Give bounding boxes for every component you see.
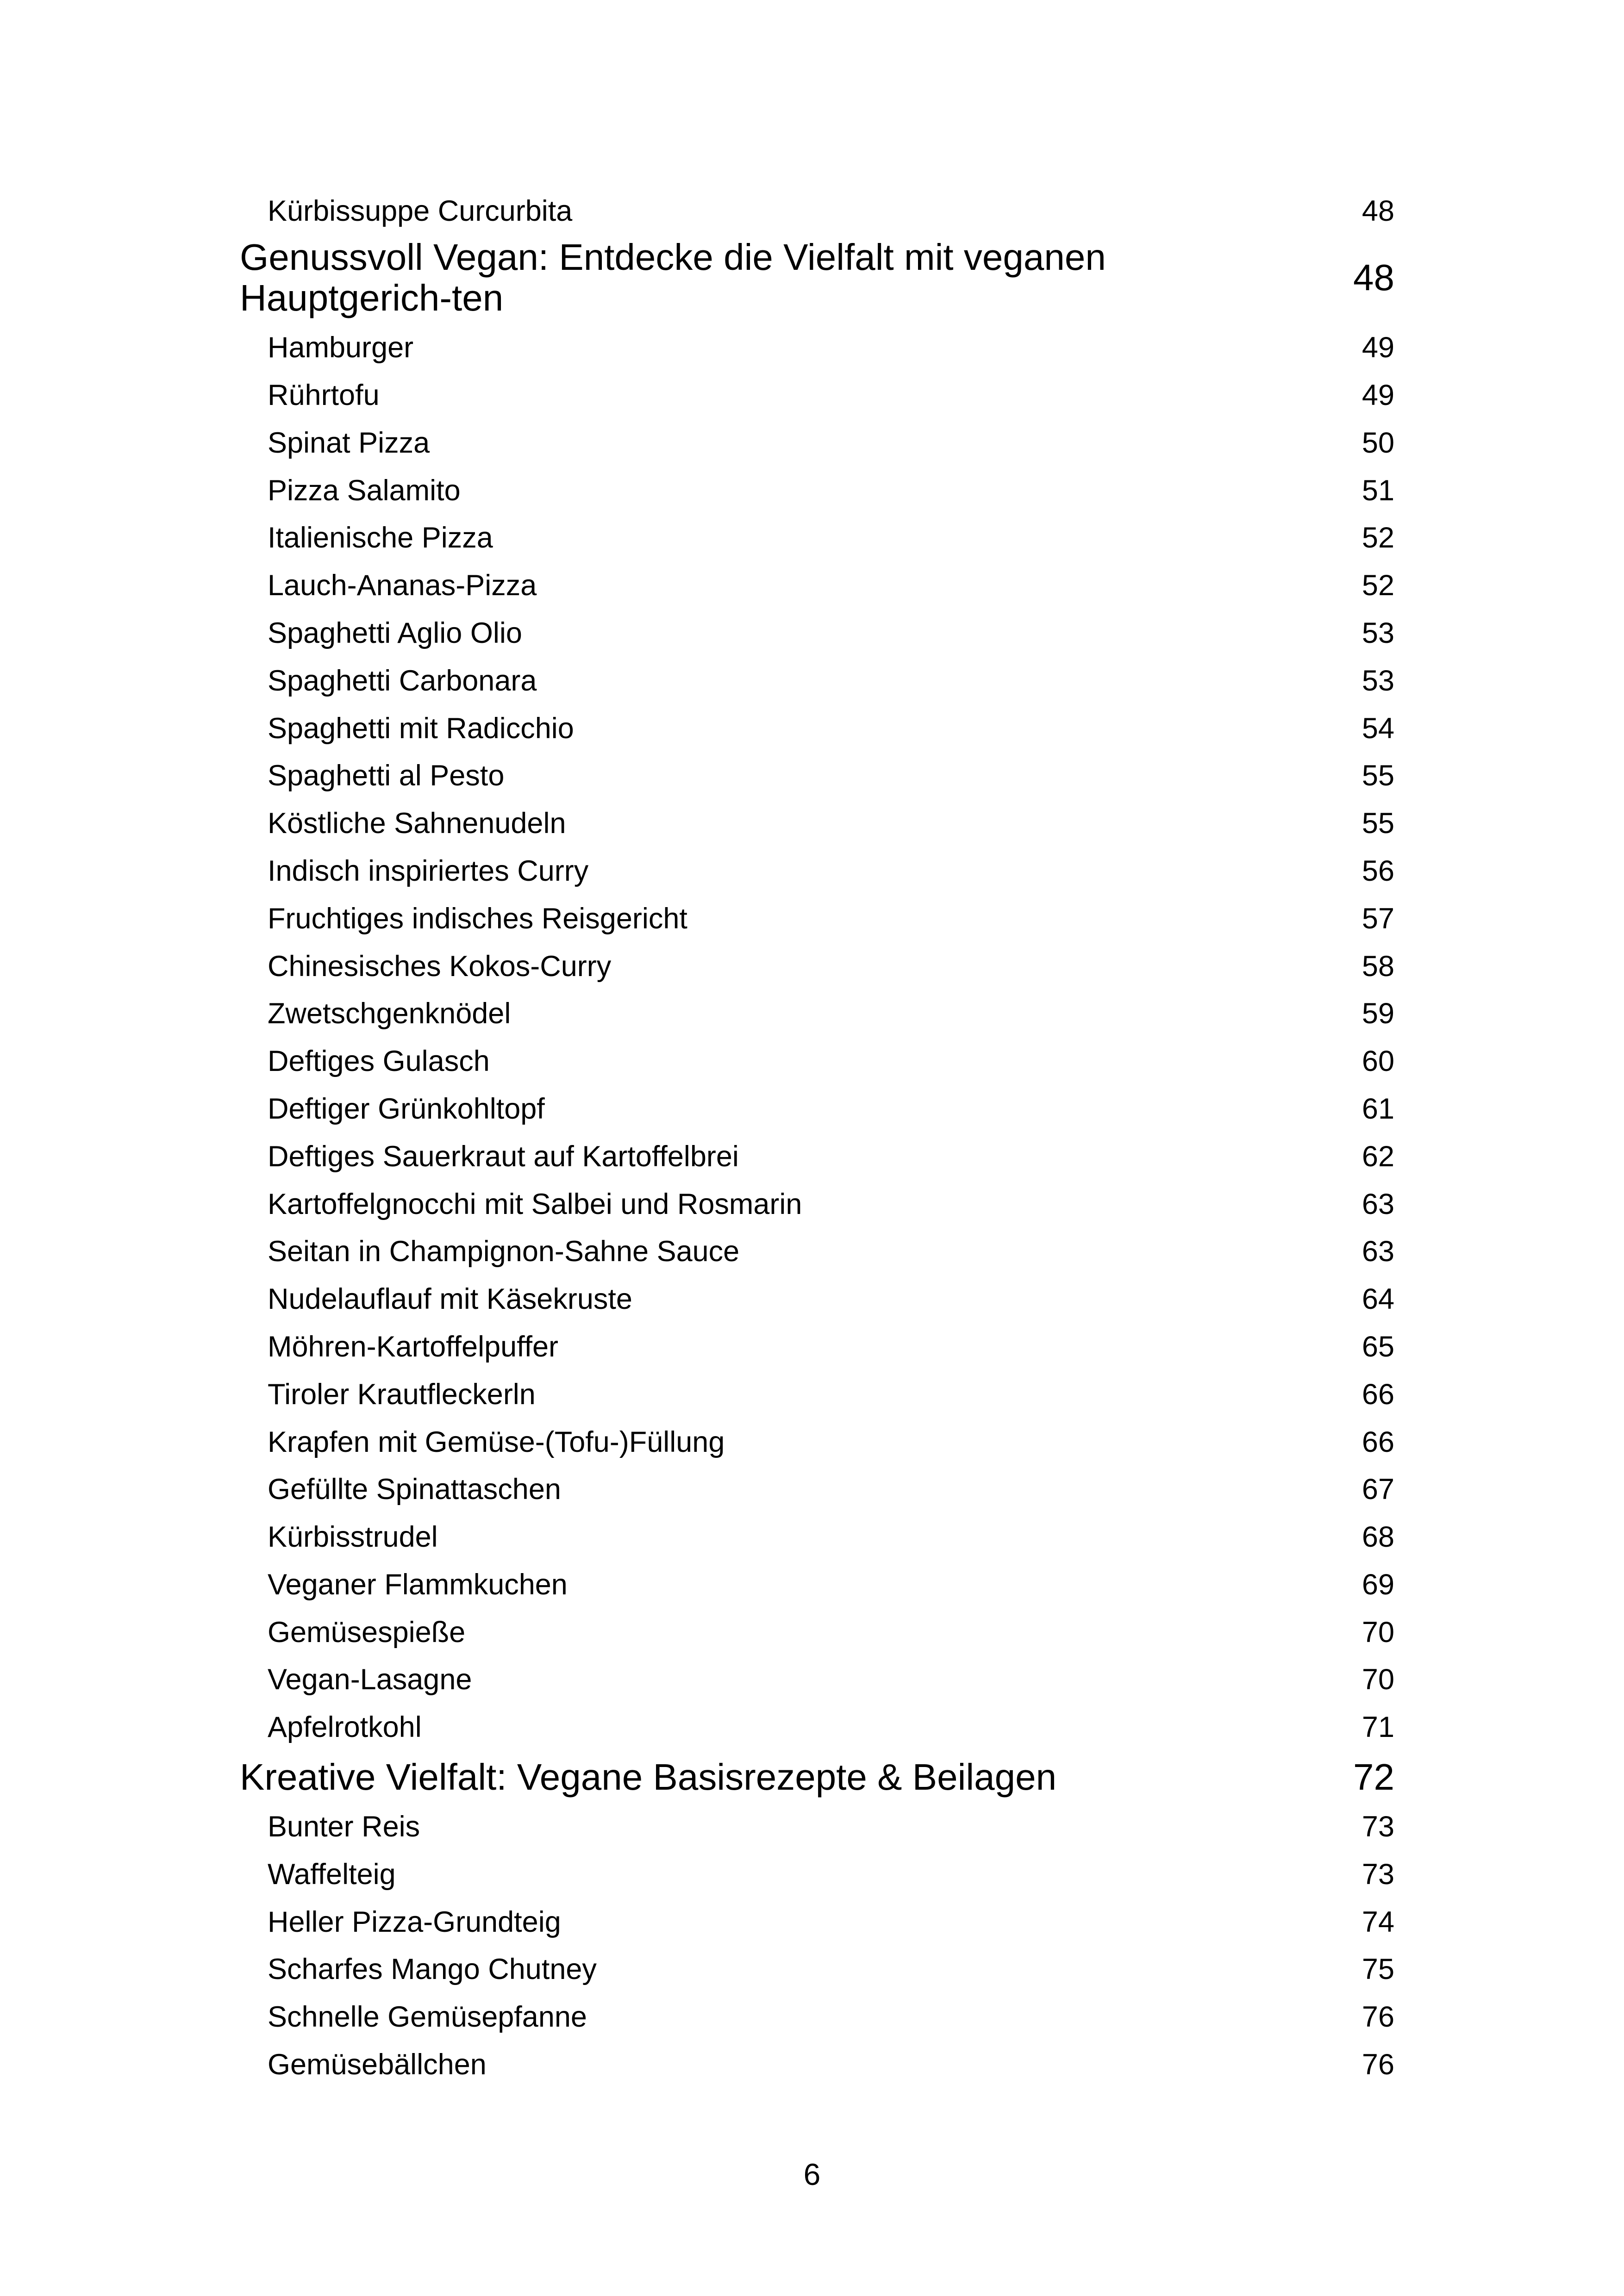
toc-chapter-title: Genussvoll Vegan: Entdecke die Vielfalt mit veganen Hauptgerich-ten — [240, 236, 1106, 318]
toc-entry-title: Gefüllte Spinattaschen — [268, 1473, 561, 1506]
toc-entry[interactable] — [240, 657, 1394, 705]
toc-entry-page: 52 — [1362, 569, 1394, 602]
toc-chapter-basisrezepte[interactable] — [240, 1751, 1394, 1803]
table-of-contents — [240, 191, 1394, 2089]
toc-entry-page: 73 — [1362, 1858, 1394, 1891]
toc-entry[interactable] — [240, 467, 1394, 514]
toc-entry[interactable] — [240, 1704, 1394, 1751]
toc-entry-title: Italienische Pizza — [268, 522, 493, 554]
toc-entry-page: 62 — [1362, 1140, 1394, 1173]
toc-entry[interactable] — [240, 1085, 1394, 1133]
toc-entry-title: Gemüsespieße — [268, 1616, 466, 1649]
toc-entry-page: 74 — [1362, 1905, 1394, 1938]
toc-entry[interactable] — [240, 1323, 1394, 1371]
toc-entry-title: Köstliche Sahnenudeln — [268, 807, 566, 840]
toc-entry-page: 69 — [1362, 1568, 1394, 1601]
toc-entry[interactable] — [240, 704, 1394, 752]
toc-entry-title: Kürbissuppe Curcurbita — [268, 194, 573, 227]
toc-entry-title: Tiroler Krautfleckerln — [268, 1378, 536, 1411]
toc-entry-title: Spaghetti al Pesto — [268, 759, 505, 792]
toc-entry-page: 56 — [1362, 854, 1394, 887]
toc-entry[interactable] — [240, 1466, 1394, 1513]
toc-entry[interactable] — [240, 1133, 1394, 1181]
toc-entry-title: Möhren-Kartoffelpuffer — [268, 1330, 559, 1363]
toc-entry[interactable] — [240, 610, 1394, 657]
toc-entry[interactable] — [240, 895, 1394, 943]
toc-entry[interactable] — [240, 419, 1394, 467]
toc-entry-page: 66 — [1362, 1425, 1394, 1458]
toc-entry-title: Schnelle Gemüsepfanne — [268, 2001, 587, 2034]
toc-chapter-title: Kreative Vielfalt: Vegane Basisrezepte & Beilagen — [240, 1756, 1057, 1798]
toc-entry[interactable] — [240, 847, 1394, 895]
toc-entry-title: Fruchtiges indisches Reisgericht — [268, 902, 687, 935]
toc-entry[interactable] — [240, 1228, 1394, 1276]
toc-entry-page: 53 — [1362, 616, 1394, 649]
toc-entry-page: 76 — [1362, 2001, 1394, 2034]
toc-entry[interactable] — [240, 1898, 1394, 1946]
toc-entry-title: Kartoffelgnocchi mit Salbei und Rosmarin — [268, 1188, 802, 1220]
toc-entry[interactable] — [240, 1561, 1394, 1609]
toc-entry-page: 76 — [1362, 2048, 1394, 2081]
toc-entry[interactable] — [240, 1418, 1394, 1466]
toc-entry-title: Rührtofu — [268, 379, 380, 411]
toc-entry[interactable] — [240, 752, 1394, 800]
toc-entry-title: Hamburger — [268, 331, 414, 364]
toc-entry-title: Krapfen mit Gemüse-(Tofu-)Füllung — [268, 1425, 725, 1458]
toc-entry-title: Spaghetti Aglio Olio — [268, 616, 522, 649]
toc-entry[interactable] — [240, 1946, 1394, 1993]
page-number: 6 — [803, 2157, 821, 2191]
toc-entry-page: 57 — [1362, 902, 1394, 935]
toc-entry-title: Waffelteig — [268, 1858, 396, 1891]
toc-entry-page: 49 — [1362, 379, 1394, 411]
toc-entry[interactable] — [240, 1180, 1394, 1228]
toc-entry[interactable] — [240, 1276, 1394, 1323]
toc-entry-page: 52 — [1362, 522, 1394, 554]
toc-entry-title: Kürbisstrudel — [268, 1521, 438, 1554]
toc-entry-title: Apfelrotkohl — [268, 1711, 422, 1744]
toc-entry[interactable] — [240, 1609, 1394, 1656]
toc-entry-title: Lauch-Ananas-Pizza — [268, 569, 537, 602]
toc-entry[interactable] — [240, 1038, 1394, 1085]
toc-entry-title: Deftiger Grünkohltopf — [268, 1092, 545, 1125]
toc-entry[interactable] — [240, 1656, 1394, 1704]
toc-entry[interactable] — [240, 990, 1394, 1038]
toc-entry[interactable] — [240, 1803, 1394, 1851]
toc-entry-title: Chinesisches Kokos-Curry — [268, 950, 612, 983]
toc-entry-kuerbissuppe[interactable] — [240, 191, 1394, 231]
toc-entry[interactable] — [240, 1371, 1394, 1419]
toc-entry-page: 50 — [1362, 426, 1394, 459]
toc-entry-title: Spaghetti Carbonara — [268, 664, 537, 697]
toc-entry-page: 71 — [1362, 1711, 1394, 1744]
toc-entry-page: 55 — [1362, 759, 1394, 792]
toc-entry-page: 68 — [1362, 1521, 1394, 1554]
toc-entry-page: 70 — [1362, 1663, 1394, 1696]
toc-entry-page: 63 — [1362, 1235, 1394, 1268]
toc-entry-page: 55 — [1362, 807, 1394, 840]
toc-entry-title: Veganer Flammkuchen — [268, 1568, 568, 1601]
toc-entry-title: Spaghetti mit Radicchio — [268, 712, 574, 745]
toc-entry-page: 75 — [1362, 1953, 1394, 1986]
toc-entry-page: 53 — [1362, 664, 1394, 697]
toc-entry-page: 63 — [1362, 1188, 1394, 1220]
toc-entry-page: 58 — [1362, 950, 1394, 983]
toc-entry-page: 54 — [1362, 712, 1394, 745]
toc-entry-page: 66 — [1362, 1378, 1394, 1411]
toc-entry-page: 48 — [1362, 194, 1394, 227]
toc-entry[interactable] — [240, 1993, 1394, 2041]
toc-entry[interactable] — [240, 1513, 1394, 1561]
toc-entry[interactable] — [240, 1851, 1394, 1898]
toc-entry-title: Pizza Salamito — [268, 474, 461, 507]
toc-entry-page: 65 — [1362, 1330, 1394, 1363]
toc-entry-page: 49 — [1362, 331, 1394, 364]
toc-entry-page: 59 — [1362, 997, 1394, 1030]
toc-entry-title: Scharfes Mango Chutney — [268, 1953, 597, 1986]
toc-entry-title: Deftiges Gulasch — [268, 1045, 490, 1078]
toc-entry-title: Gemüsebällchen — [268, 2048, 487, 2081]
toc-entry-page: 60 — [1362, 1045, 1394, 1078]
toc-chapter-hauptgerichte[interactable] — [240, 231, 1394, 324]
toc-chapter-page: 72 — [1353, 1756, 1394, 1798]
toc-entry-title: Bunter Reis — [268, 1811, 420, 1843]
toc-entry-title: Zwetschgenknödel — [268, 997, 511, 1030]
toc-entry-page: 51 — [1362, 474, 1394, 507]
toc-entry-title: Deftiges Sauerkraut auf Kartoffelbrei — [268, 1140, 739, 1173]
toc-entry-title: Nudelauflauf mit Käsekruste — [268, 1283, 632, 1316]
toc-entry[interactable] — [240, 2041, 1394, 2089]
toc-entry-page: 70 — [1362, 1616, 1394, 1649]
toc-entry-title: Heller Pizza-Grundteig — [268, 1905, 561, 1938]
toc-entry-page: 61 — [1362, 1092, 1394, 1125]
toc-entry-title: Spinat Pizza — [268, 426, 430, 459]
toc-entry[interactable] — [240, 942, 1394, 990]
toc-entry[interactable] — [240, 372, 1394, 419]
toc-entry-page: 67 — [1362, 1473, 1394, 1506]
toc-entry-title: Indisch inspiriertes Curry — [268, 854, 589, 887]
toc-entry[interactable] — [240, 324, 1394, 372]
toc-entry[interactable] — [240, 514, 1394, 562]
toc-entry-title: Vegan-Lasagne — [268, 1663, 472, 1696]
toc-entry-page: 64 — [1362, 1283, 1394, 1316]
toc-chapter-page: 48 — [1353, 257, 1394, 298]
toc-entry-title: Seitan in Champignon-Sahne Sauce — [268, 1235, 740, 1268]
toc-entry[interactable] — [240, 800, 1394, 847]
toc-entry-page: 73 — [1362, 1811, 1394, 1843]
toc-entry[interactable] — [240, 562, 1394, 610]
